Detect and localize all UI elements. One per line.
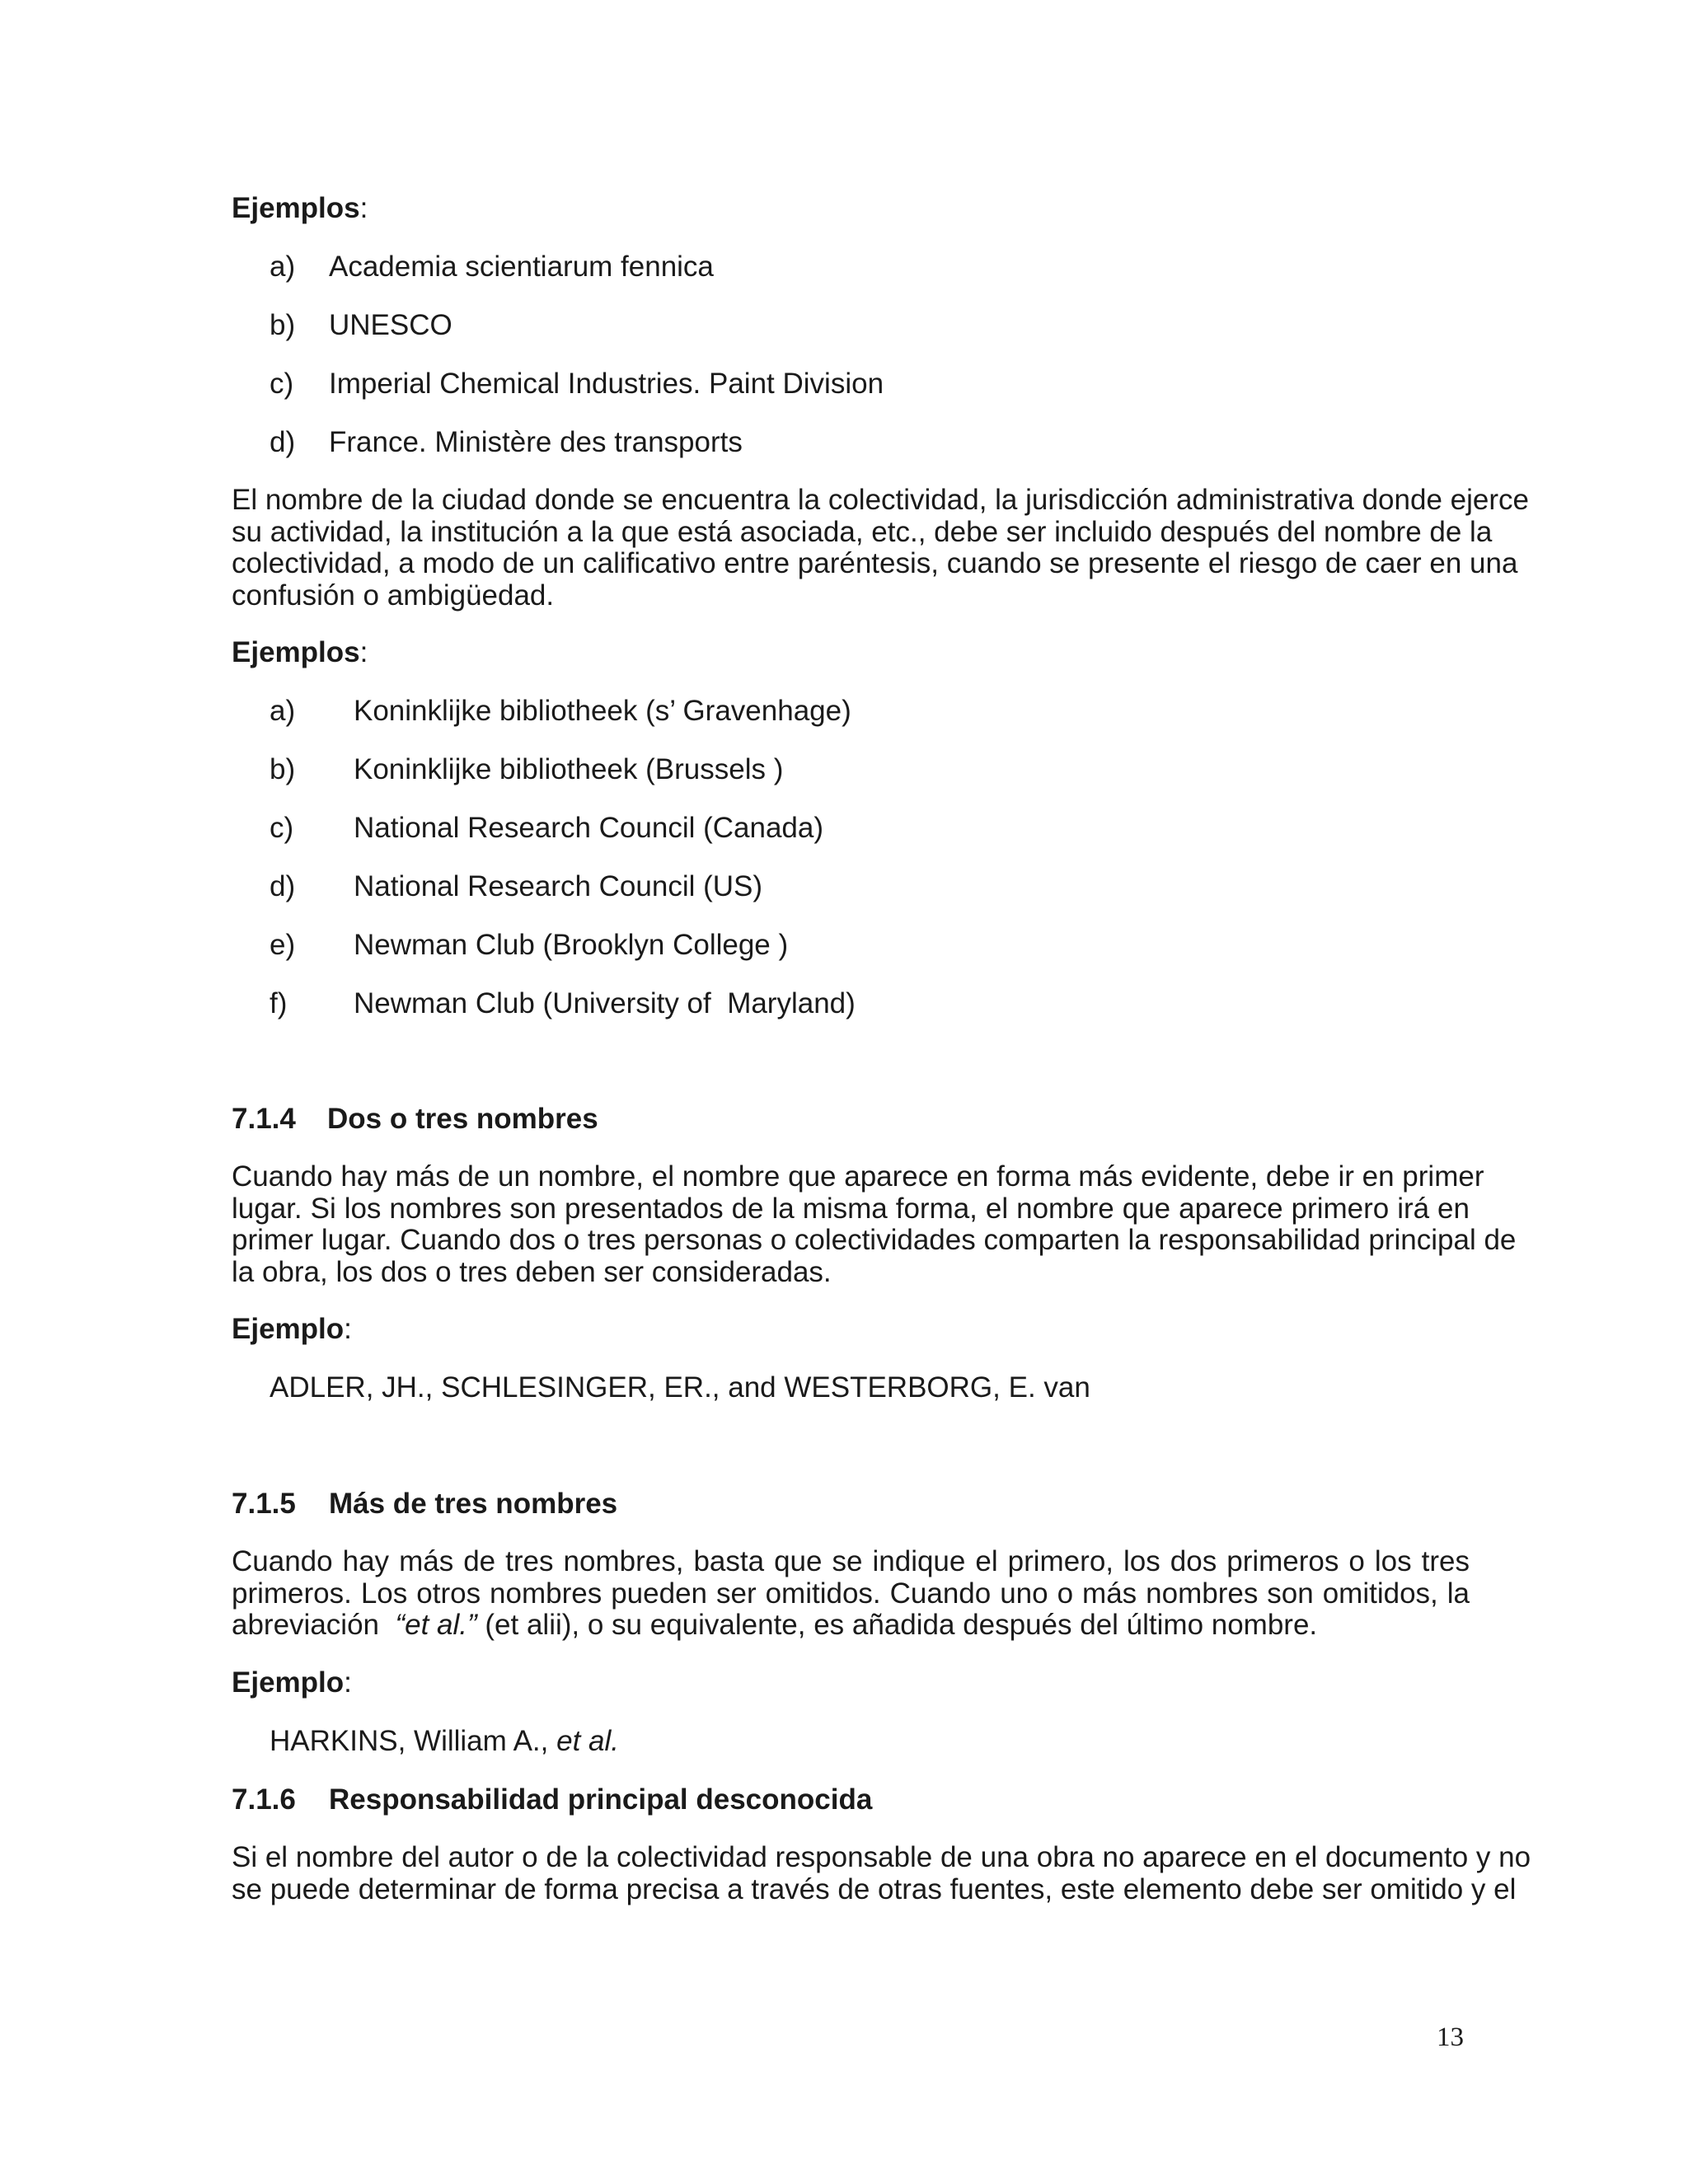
list-marker: a) <box>270 695 296 727</box>
list-item: Koninklijke bibliotheek (s’ Gravenhage) <box>354 695 851 727</box>
list-item: France. Ministère des transports <box>329 426 743 458</box>
list-marker: f) <box>270 987 288 1019</box>
paragraph-line: primeros. Los otros nombres pueden ser omitidos. Cuando uno o más nombres son omitidos, la <box>232 1577 1470 1610</box>
list-marker: d) <box>270 870 296 902</box>
list-marker: c) <box>270 812 294 844</box>
paragraph-line: la obra, los dos o tres deben ser consideradas. <box>232 1255 832 1288</box>
section-number: 7.1.5 <box>232 1488 296 1520</box>
line-text: abreviación <box>232 1609 396 1641</box>
italic-abbreviation: et al. <box>556 1725 619 1757</box>
list-marker: a) <box>270 251 296 283</box>
examples-label: Ejemplos <box>232 636 360 668</box>
example-heading <box>232 1666 352 1699</box>
section-title: Dos o tres nombres <box>327 1103 598 1135</box>
paragraph-line: Si el nombre del autor o de la colectividad responsable de una obra no aparece en el documento y no <box>232 1841 1531 1873</box>
example-heading <box>232 1313 352 1346</box>
page-number: 13 <box>1437 2022 1464 2052</box>
list-item: National Research Council (Canada) <box>354 812 824 844</box>
examples-heading-1 <box>232 192 368 225</box>
body-paragraph <box>232 484 1529 612</box>
paragraph-line: primer lugar. Cuando dos o tres personas o colectividades comparten la responsabilidad principal de <box>232 1224 1517 1256</box>
example-author: HARKINS, William A., <box>270 1725 557 1757</box>
paragraph-line: El nombre de la ciudad donde se encuentra la colectividad, la jurisdicción administrativa donde ejerce <box>232 484 1529 516</box>
examples-colon: : <box>359 192 368 224</box>
body-paragraph <box>232 1160 1517 1288</box>
section-number: 7.1.6 <box>232 1783 296 1816</box>
list-item: UNESCO <box>329 309 452 341</box>
paragraph-line: su actividad, la institución a la que está asociada, etc., debe ser incluido después del nombre de la <box>232 515 1493 548</box>
list-marker: e) <box>270 929 296 961</box>
example-label: Ejemplo <box>232 1666 345 1699</box>
examples-heading-2 <box>232 636 368 669</box>
list-item: Academia scientiarum fennica <box>329 251 714 283</box>
examples-label: Ejemplos <box>232 192 360 224</box>
paragraph-line <box>232 1610 1470 1642</box>
paragraph-line: se puede determinar de forma precisa a través de otras fuentes, este elemento debe ser omitido y el <box>232 1872 1517 1905</box>
section-title: Responsabilidad principal desconocida <box>329 1783 873 1816</box>
section-number: 7.1.4 <box>232 1103 296 1135</box>
list-marker: b) <box>270 309 296 341</box>
list-marker: b) <box>270 753 296 785</box>
list-item: Imperial Chemical Industries. Paint Division <box>329 368 884 400</box>
list-item: National Research Council (US) <box>354 870 763 902</box>
example-text: ADLER, JH., SCHLESINGER, ER., and WESTERBORG, E. van <box>270 1371 1090 1404</box>
body-paragraph <box>232 1841 1531 1905</box>
example-label: Ejemplo <box>232 1313 345 1345</box>
paragraph-line: confusión o ambigüedad. <box>232 579 555 612</box>
list-item: Newman Club (Brooklyn College ) <box>354 929 789 961</box>
example-colon: : <box>344 1313 352 1345</box>
example-colon: : <box>344 1666 352 1699</box>
list-item: Koninklijke bibliotheek (Brussels ) <box>354 753 784 785</box>
examples-colon: : <box>359 636 368 668</box>
list-marker: d) <box>270 426 296 458</box>
list-marker: c) <box>270 368 294 400</box>
example-text <box>270 1725 619 1758</box>
list-item: Newman Club (University of Maryland) <box>354 987 856 1019</box>
paragraph-line: Cuando hay más de tres nombres, basta que se indique el primero, los dos primeros o los tres <box>232 1545 1470 1577</box>
line-text: (et alii), o su equivalente, es añadida después del último nombre. <box>476 1609 1318 1641</box>
section-title: Más de tres nombres <box>329 1488 618 1520</box>
italic-abbreviation: “et al.” <box>395 1609 477 1641</box>
paragraph-line: colectividad, a modo de un calificativo entre paréntesis, cuando se presente el riesgo de caer en una <box>232 547 1518 579</box>
body-paragraph <box>232 1546 1470 1642</box>
paragraph-line: lugar. Si los nombres son presentados de la misma forma, el nombre que aparece primero irá en <box>232 1192 1470 1225</box>
paragraph-line: Cuando hay más de un nombre, el nombre que aparece en forma más evidente, debe ir en primer <box>232 1160 1484 1193</box>
